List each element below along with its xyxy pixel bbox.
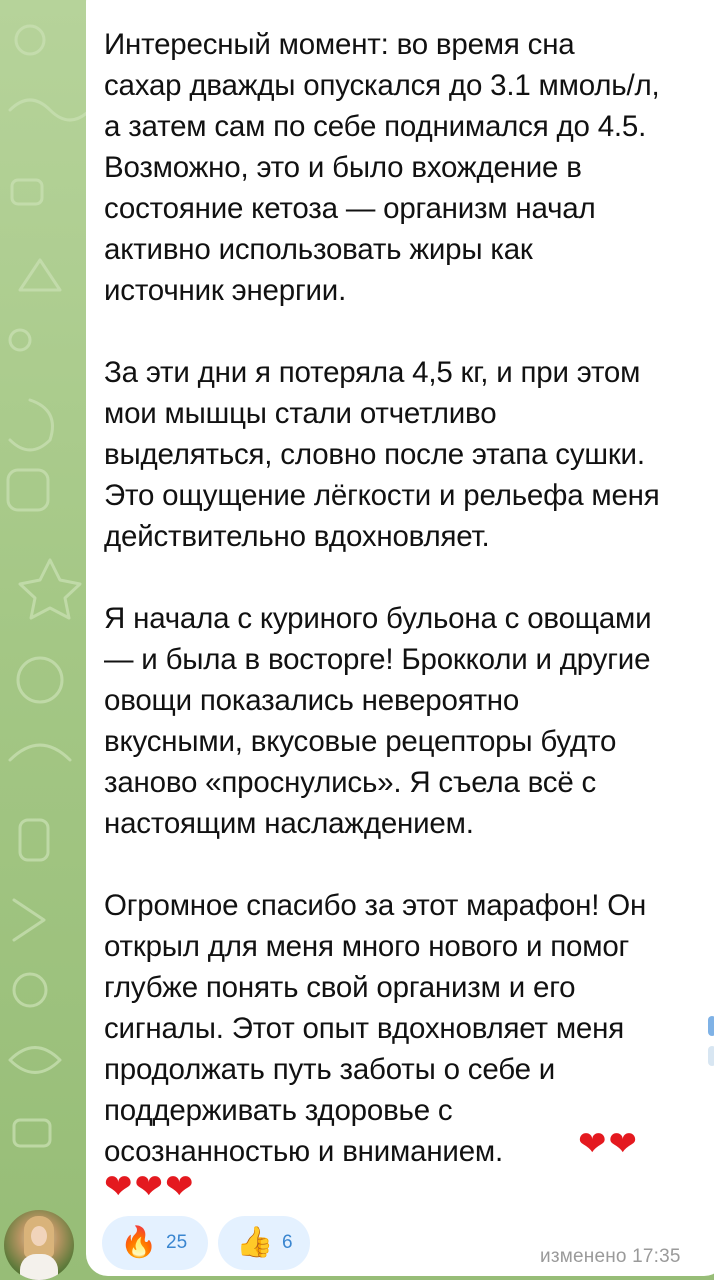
avatar[interactable] (4, 1210, 74, 1280)
scroll-indicator (708, 1016, 714, 1036)
message-paragraph-4: Огромное спасибо за этот марафон! Он открыл для меня много нового и помог глубже понять свой организм и его сигналы. Этот опыт вдохновляет меня продолжать путь заботы о себе и поддерживать здоровье с осознанностью и вниманием. (104, 889, 647, 1168)
thumbs-up-icon: 👍 (236, 1226, 274, 1259)
message-paragraph-1: Интересный момент: во время сна сахар дважды опускался до 3.1 ммоль/л, а затем сам по себе поднимался до 4.5. Возможно, это и было вхождение в состояние кетоза — организм начал активно использовать жиры как источник энергии. (104, 28, 660, 307)
message-timestamp: изменено 17:35 (540, 1246, 681, 1267)
fire-icon: 🔥 (120, 1226, 158, 1259)
reaction-count: 6 (282, 1232, 293, 1253)
reaction-count: 25 (166, 1232, 188, 1253)
heart-emoji-inline: ❤❤ (578, 1125, 639, 1163)
scroll-indicator (708, 1046, 714, 1066)
message-text (104, 24, 704, 1172)
doodle-pattern-icon (0, 0, 86, 1280)
reaction-thumbs-up-button[interactable] (218, 1216, 310, 1270)
heart-emoji-row: ❤❤❤ (104, 1168, 196, 1206)
reaction-fire-button[interactable] (102, 1216, 208, 1270)
avatar-body (20, 1254, 58, 1280)
message-paragraph-2: За эти дни я потеряла 4,5 кг, и при этом мои мышцы стали отчетливо выделяться, словно после этапа сушки. Это ощущение лёгкости и рельефа меня действительно вдохновляет. (104, 356, 660, 553)
avatar-face (31, 1226, 47, 1246)
message-paragraph-3: Я начала с куриного бульона с овощами — и была в восторге! Брокколи и другие овощи показались невероятно вкусными, вкусовые рецепторы будто заново «проснулись». Я съела всё с настоящим наслаждением. (104, 602, 652, 840)
